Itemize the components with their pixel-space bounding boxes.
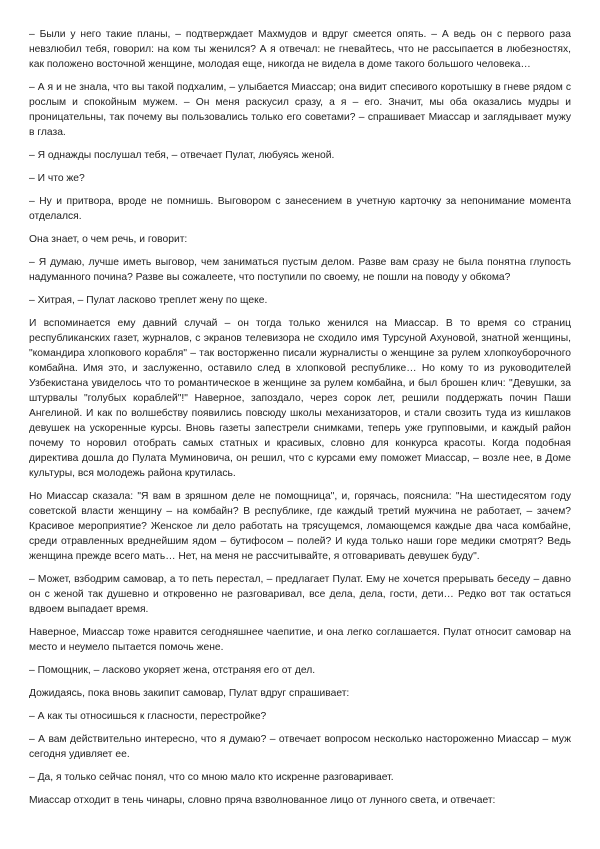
paragraph: Наверное, Миассар тоже нравится сегодняшнее чаепитие, и она легко соглашается. Пулат относит самовар на место и неумело пытается помочь жене. — [29, 627, 571, 653]
paragraph: Она знает, о чем речь, и говорит: — [29, 234, 188, 245]
paragraph: – И что же? — [29, 173, 85, 184]
paragraph: – А я и не знала, что вы такой подхалим, – улыбается Миассар; она видит спесивого коротышку в гневе рядом с рослым и спокойным мужем. – Он меня раскусил сразу, а я – его. Значит, мы оба оказались мудры и проницательны, так почему вы пользовались только его советами? – спрашивает Миассар и заглядывает мужу в глаза. — [29, 82, 571, 138]
paragraph: – Помощник, – ласково укоряет жена, отстраняя его от дел. — [29, 665, 316, 676]
paragraph: – Да, я только сейчас понял, что со мною мало кто искренне разговаривает. — [29, 772, 394, 783]
paragraph: – А вам действительно интересно, что я думаю? – отвечает вопросом несколько настороженно Миассар – муж сегодня удивляет ее. — [29, 734, 571, 760]
paragraph: – Может, взбодрим самовар, а то петь перестал, – предлагает Пулат. Ему не хочется прерывать беседу – давно он с женой так душевно и откровенно не разговаривал, все дела, дела, гости, дети… Редко вот так остаться вдвоем выпадает время. — [29, 574, 571, 615]
paragraph: – Ну и притвора, вроде не помнишь. Выговором с занесением в учетную карточку за непонимание момента отделался. — [29, 196, 571, 222]
paragraph: Но Миассар сказала: "Я вам в зряшном деле не помощница", и, горячась, пояснила: "На шестидесятом году советской власти женщину – на комбайн? В республике, где каждый третий мужчина не работает, – зачем? Красивое мероприятие? Женское ли дело работать на трясущемся, ломающемся каждые два часа комбайне, среди отравленных вреднейшим ядом – бутифосом – полей? И куда только наши горе медики смотрят? Ведь женщина прежде всего мать… Нет, на меня не рассчитывайте, я отговаривать девушек буду". — [29, 491, 571, 562]
paragraph: – Были у него такие планы, – подтверждает Махмудов и вдруг смеется опять. – А ведь он с первого раза невзлюбил тебя, говорил: на ком ты женился? А я отвечал: не гневайтесь, что не рассыпается в любезностях, как положено восточной женщине, молодая еще, никогда не видела в доме такого большого человека… — [29, 29, 571, 70]
paragraph: – А как ты относишься к гласности, перестройке? — [29, 711, 267, 722]
paragraph: – Хитрая, – Пулат ласково треплет жену по щеке. — [29, 295, 268, 306]
paragraph: И вспоминается ему давний случай – он тогда только женился на Миассар. В то время со страниц республиканских газет, журналов, с экранов телевизора не сходило имя Турсуной Ахуновой, знатной женщины, "командира хлопкового корабля" – так восторженно писали журналисты о женщине за рулем хлопкоуборочного комбайна. Имя это, и заслуженно, оставило след в хлопковой республике… Но кому то из руководителей Узбекистана увиделось что то романтическое в женщине за рулем комбайна, и был брошен клич: "Девушки, за штурвалы "голубых кораблей"!" Наверное, запоздало, через сорок лет, решили поддержать почин Паши Ангелиной. И как по волшебству появились повсюду школы механизаторов, и стали свозить туда из кишлаков девушек на ускоренные курсы. Вновь газеты запестрели снимками, теперь уже групповыми, и каждый район почему то норовил отобрать самых статных и красивых, словно для конкурса красоты. Когда подобная директива дошла до Пулата Муминовича, он решил, что с курсами ему поможет Миассар, – возле нее, в Доме культуры, вся молодежь района крутилась. — [29, 318, 571, 479]
paragraph: – Я думаю, лучше иметь выговор, чем заниматься пустым делом. Разве вам сразу не была понятна глупость надуманного почина? Разве вы сожалеете, что поступили по своему, не пошли на поводу у обкома? — [29, 257, 571, 283]
paragraph: Миассар отходит в тень чинары, словно пряча взволнованное лицо от лунного света, и отвечает: — [29, 795, 496, 806]
paragraph: Дожидаясь, пока вновь закипит самовар, Пулат вдруг спрашивает: — [29, 688, 350, 699]
paragraph: – Я однажды послушал тебя, – отвечает Пулат, любуясь женой. — [29, 150, 335, 161]
